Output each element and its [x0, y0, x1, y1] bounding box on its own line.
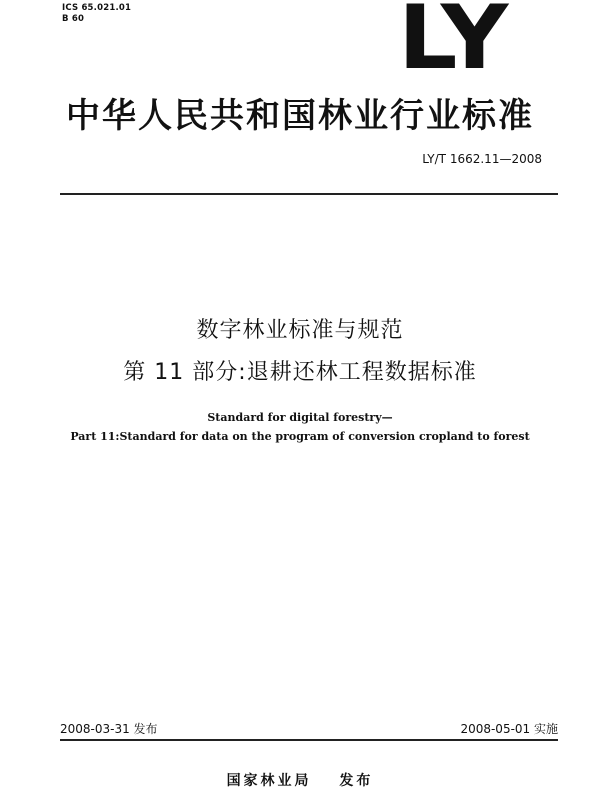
title-en-line1: Standard for digital forestry— [207, 411, 393, 424]
ics-classification [62, 3, 131, 25]
ccs-code: B 60 [62, 14, 85, 24]
issuing-authority: 国家林业局 发布 [226, 773, 374, 789]
ly-logo: LY [398, 0, 507, 89]
ics-code: ICS 65.021.01 [62, 3, 132, 13]
title-en-line2: Part 11:Standard for data on the program of conversion cropland to forest [70, 430, 530, 443]
title-cn-line1: 数字林业标准与规范 [196, 318, 404, 343]
title-cn-line2: 第 11 部分:退耕还林工程数据标准 [123, 360, 477, 385]
bottom-divider [60, 739, 558, 741]
standard-code: LY/T 1662.11—2008 [422, 152, 542, 166]
top-divider [60, 193, 558, 195]
issue-date: 2008-03-31 发布 [60, 722, 158, 736]
implementation-date: 2008-05-01 实施 [460, 722, 558, 736]
org-title: 中华人民共和国林业行业标准 [66, 96, 534, 136]
